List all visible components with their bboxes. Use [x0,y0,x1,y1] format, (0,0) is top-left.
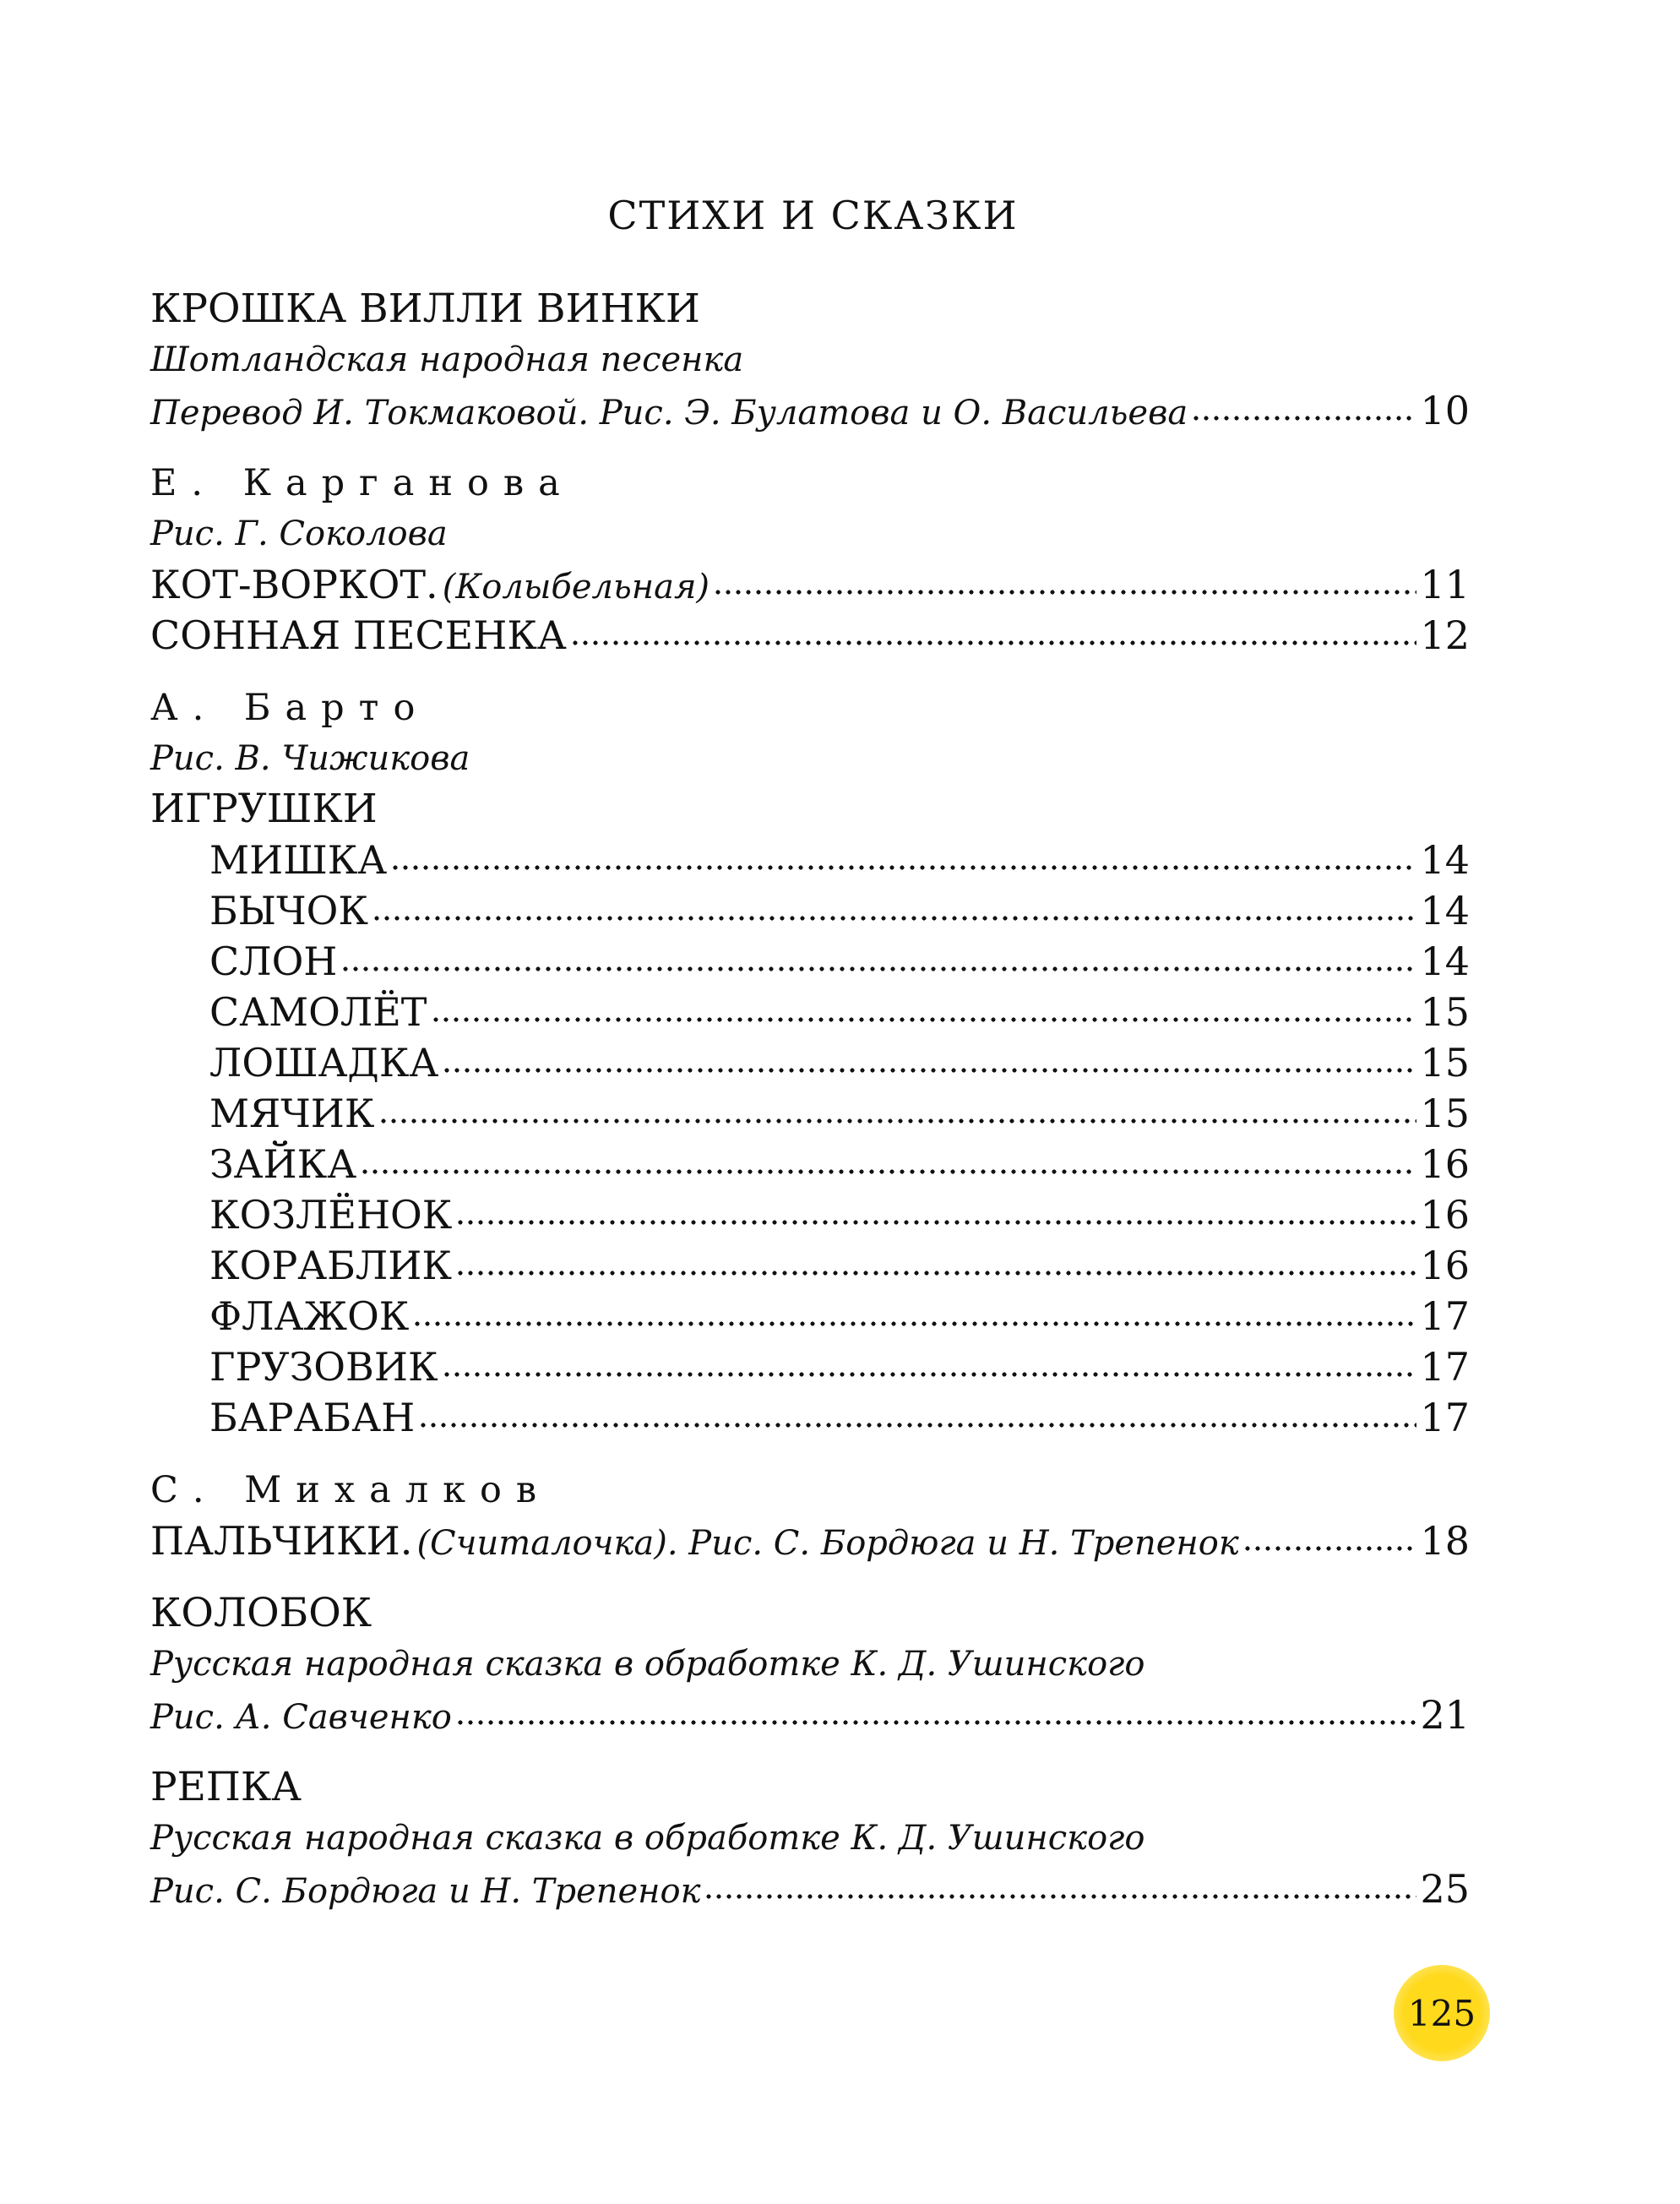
author-barto: А. Барто [150,687,430,729]
entry-title: ЗАЙКА [209,1141,357,1187]
entry-title: МЯЧИК [209,1091,375,1136]
page-number: 16 [1420,1192,1470,1238]
toc-entry-item[interactable] [150,1139,1470,1189]
entry-title: ЛОШАДКА [209,1040,439,1086]
kolobok-title: КОЛОБОК [150,1590,372,1636]
dot-leader [372,914,1417,922]
toc-entry-item[interactable] [150,1392,1470,1443]
dot-leader [360,1167,1416,1176]
repka-credit: Рис. С. Бордюга и Н. Трепенок [150,1872,701,1911]
toc-entry-item[interactable] [150,1037,1470,1088]
entry-title: БЫЧОК [209,888,368,933]
willi-subtitle: Шотландская народная песенка [150,340,744,379]
dot-leader [455,1718,1417,1727]
entry-title: СЛОН [209,939,338,984]
repka-title: РЕПКА [150,1764,302,1810]
dot-leader [390,863,1416,872]
toc-entry-palchiki[interactable] [150,1516,1470,1566]
page-number: 18 [1420,1518,1470,1564]
entry-title: МИШКА [209,837,388,883]
entry-note: (Считалочка). Рис. С. Бордюга и Н. Трепенок [416,1524,1239,1563]
kolobok-subtitle: Русская народная сказка в обработке К. Д. Ушинского [150,1645,1145,1684]
page-number: 10 [1420,388,1470,433]
entry-title: ПАЛЬЧИКИ. [150,1518,413,1564]
page-number: 16 [1420,1243,1470,1288]
toc-entry-repka[interactable] [150,1864,1470,1914]
entry-title: КОРАБЛИК [209,1243,453,1288]
dot-leader [340,965,1416,973]
toc-entry-item[interactable] [150,936,1470,987]
willi-credit: Перевод И. Токмаковой. Рис. Э. Булатова и О. Васильева [150,394,1188,433]
page-number: 25 [1420,1866,1470,1912]
dot-leader [704,1892,1416,1901]
group-title-igrushki: ИГРУШКИ [150,786,378,832]
repka-subtitle: Русская народная сказка в обработке К. Д. Ушинского [150,1819,1145,1858]
page-number: 15 [1420,989,1470,1035]
toc-entry-willi[interactable] [150,385,1470,436]
entry-title: ГРУЗОВИК [209,1344,438,1390]
page-number: 17 [1420,1395,1470,1440]
dot-leader [442,1066,1416,1075]
dot-leader [713,588,1416,596]
toc-entry-item[interactable] [150,885,1470,936]
page-title: СТИХИ И СКАЗКИ [607,193,1019,238]
toc-entry-item[interactable] [150,987,1470,1037]
page-number: 15 [1420,1040,1470,1086]
dot-leader [455,1269,1416,1277]
dot-leader [378,1117,1417,1125]
toc-entry-kot-vorkot[interactable] [150,559,1470,610]
toc-entry-item[interactable] [150,1341,1470,1392]
dot-leader [1191,414,1416,422]
page-number: 21 [1420,1692,1470,1738]
dot-leader [455,1218,1416,1227]
toc-entry-kolobok[interactable] [150,1690,1470,1740]
dot-leader [570,639,1417,647]
illustrator-barto: Рис. В. Чижикова [150,739,470,778]
toc-entry-item[interactable] [150,835,1470,885]
toc-entry-item[interactable] [150,1088,1470,1139]
willi-title: КРОШКА ВИЛЛИ ВИНКИ [150,286,700,332]
table-of-contents [150,284,1470,1914]
kolobok-credit: Рис. А. Савченко [150,1698,452,1737]
page-number: 12 [1420,612,1470,658]
page-number-badge: 125 [1394,1965,1490,2061]
page-number: 14 [1420,837,1470,883]
toc-entry-item[interactable] [150,1189,1470,1240]
illustrator-karganova: Рис. Г. Соколова [150,514,448,553]
page-number: 15 [1420,1091,1470,1136]
entry-note: (Колыбельная) [442,568,710,607]
entry-title: КОТ-ВОРКОТ. [150,562,438,607]
page-number: 16 [1420,1141,1470,1187]
dot-leader [418,1421,1416,1429]
dot-leader [442,1370,1417,1379]
toc-entry-item[interactable] [150,1291,1470,1341]
dot-leader [431,1015,1417,1024]
dot-leader [412,1320,1416,1328]
toc-entry-sonnaya-pesenka[interactable] [150,610,1470,661]
entry-title: КОЗЛЁНОК [209,1192,453,1238]
entry-title: СОННАЯ ПЕСЕНКА [150,612,567,658]
entry-title: БАРАБАН [209,1395,416,1440]
dot-leader [1242,1544,1417,1553]
page-number: 14 [1420,939,1470,984]
author-karganova: Е. Карганова [150,462,574,504]
entry-title: ФЛАЖОК [209,1293,410,1339]
author-mikhalkov: С. Михалков [150,1469,552,1511]
page-number: 17 [1420,1293,1470,1339]
toc-entry-item[interactable] [150,1240,1470,1291]
page-number: 14 [1420,888,1470,933]
entry-title: САМОЛЁТ [209,989,427,1035]
page-number: 11 [1420,562,1470,607]
page-number: 17 [1420,1344,1470,1390]
